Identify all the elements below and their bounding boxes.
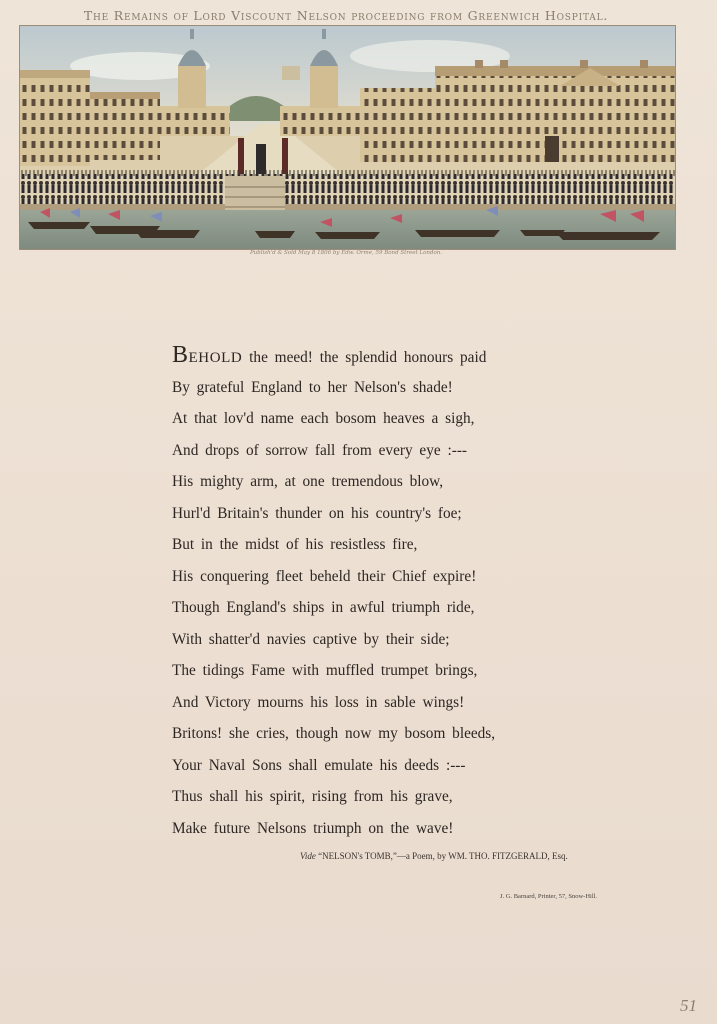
- poem-line-text: the meed! the splendid honours paid: [242, 349, 487, 366]
- attribution-text: “NELSON's TOMB,”—a Poem, by WM. THO. FITZGERALD, Esq.: [315, 851, 568, 861]
- small-caps-word: EHOLD: [188, 350, 243, 366]
- engraving-greenwich-hospital: [19, 25, 676, 250]
- poem-line: At that lov'd name each bosom heaves a sigh,: [172, 410, 475, 427]
- poem-line: [172, 340, 612, 372]
- poem-attribution: [300, 851, 580, 861]
- poem-line: Thus shall his spirit, rising from his grave,: [172, 788, 453, 805]
- poem-line: With shatter'd navies captive by their side;: [172, 630, 450, 648]
- poem-line: And drops of sorrow fall from every eye :---: [172, 441, 468, 459]
- poem-line: His conquering fleet beheld their Chief expire!: [172, 567, 477, 585]
- poem-line: Your Naval Sons shall emulate his deeds :---: [172, 756, 466, 774]
- poem-line: The tidings Fame with muffled trumpet brings,: [172, 662, 478, 679]
- poem-line: Hurl'd Britain's thunder on his country's foe;: [172, 504, 462, 522]
- poem-line: And Victory mourns his loss in sable wings!: [172, 693, 465, 711]
- plate-title: The Remains of Lord Viscount Nelson proceeding from Greenwich Hospital.: [83, 8, 609, 23]
- poem-line: His mighty arm, at one tremendous blow,: [172, 473, 444, 490]
- poem-line: But in the midst of his resistless fire,: [172, 536, 418, 553]
- poem-line: Make future Nelsons triumph on the wave!: [172, 819, 454, 837]
- poem-line: Though England's ships in awful triumph ride,: [172, 599, 475, 616]
- poem-line: By grateful England to her Nelson's shade!: [172, 378, 453, 396]
- plate-imprint: Publish'd & Sold May 8 1806 by Edw. Orme, 59 Bond Street London.: [249, 250, 443, 256]
- drop-cap: B: [172, 342, 189, 368]
- poem: [172, 340, 612, 844]
- folio-number: 51: [680, 996, 697, 1015]
- printer-imprint: J. G. Barnard, Printer, 57, Snow-Hill.: [500, 893, 598, 900]
- attribution-vide: Vide: [300, 851, 316, 861]
- poem-line: Britons! she cries, though now my bosom bleeds,: [172, 725, 496, 742]
